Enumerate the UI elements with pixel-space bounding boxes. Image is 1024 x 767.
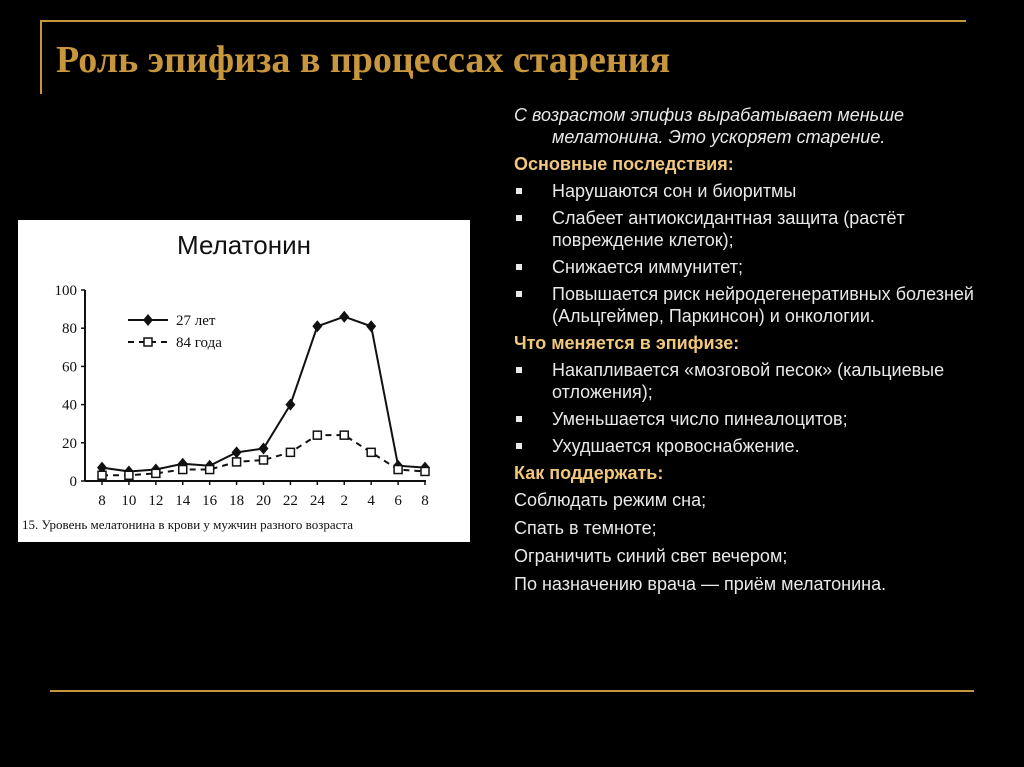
section-heading: Основные последствия: [514, 154, 734, 174]
bullet-list [514, 180, 1004, 327]
y-tick-label: 100 [54, 283, 77, 299]
square-bullet-icon [516, 291, 522, 297]
square-bullet-icon [516, 416, 522, 422]
square-point [367, 448, 375, 456]
square-point [98, 471, 106, 479]
bullet-item [514, 408, 1004, 430]
bullet-item [514, 256, 1004, 278]
top-rule [40, 20, 966, 22]
square-bullet-icon [516, 443, 522, 449]
x-tick-label: 8 [98, 493, 106, 509]
x-tick-label: 8 [421, 493, 429, 509]
square-point [421, 467, 429, 475]
diamond-point [143, 314, 153, 326]
square-point [394, 466, 402, 474]
bottom-rule [50, 690, 974, 692]
legend-label: 27 лет [176, 313, 216, 329]
bullet-text: Накапливается «мозговой песок» (кальциевые отложения); [552, 360, 945, 402]
advice-line: По назначению врача — приём мелатонина. [514, 574, 887, 594]
x-tick-label: 6 [394, 493, 402, 509]
x-tick-label: 12 [148, 493, 164, 509]
bullet-item [514, 283, 1004, 327]
bullet-text: Снижается иммунитет; [552, 257, 743, 277]
advice-line: Ограничить синий свет вечером; [514, 546, 788, 566]
square-bullet-icon [516, 215, 522, 221]
chart-svg [18, 220, 470, 542]
y-tick-label: 20 [62, 435, 77, 452]
x-tick-label: 16 [202, 493, 218, 509]
advice-line: Спать в темноте; [514, 518, 657, 538]
chart-title: Мелатонин [177, 230, 311, 260]
section-heading: Что меняется в эпифизе: [514, 333, 740, 353]
bullet-item [514, 207, 1004, 251]
content-column [514, 104, 1004, 601]
x-tick-label: 24 [309, 493, 325, 509]
x-tick-label: 18 [229, 493, 245, 509]
square-point [340, 431, 348, 439]
chart-caption: 15. Уровень мелатонина в крови у мужчин разного возраста [22, 517, 354, 532]
legend-label: 84 года [176, 335, 222, 351]
bullet-list [514, 359, 1004, 457]
bullet-text: Нарушаются сон и биоритмы [552, 181, 797, 201]
square-point [206, 466, 214, 474]
x-tick-label: 10 [121, 493, 137, 509]
bullet-text: Ухудшается кровоснабжение. [552, 436, 800, 456]
section-heading: Как поддержать: [514, 463, 664, 483]
bullet-item [514, 435, 1004, 457]
bullet-text: Слабеет антиоксидантная защита (растёт повреждение клеток); [552, 208, 905, 250]
diamond-point [232, 446, 242, 458]
square-bullet-icon [516, 367, 522, 373]
x-tick-label: 22 [282, 493, 298, 509]
y-tick-label: 80 [62, 321, 77, 338]
bullet-item [514, 359, 1004, 403]
diamond-point [312, 320, 322, 332]
square-point [286, 448, 294, 456]
diamond-point [339, 311, 349, 323]
left-rule [40, 20, 42, 94]
slide-title: Роль эпифиза в процессах старения [56, 39, 671, 81]
square-point [144, 338, 152, 346]
square-point [260, 456, 268, 464]
square-point [125, 471, 133, 479]
bullet-text: Уменьшается число пинеалоцитов; [552, 409, 848, 429]
square-point [179, 466, 187, 474]
y-tick-label: 0 [69, 474, 77, 490]
square-point [152, 469, 160, 477]
bullet-item [514, 180, 1004, 202]
bullet-text: Повышается риск нейродегенеративных болезней (Альцгеймер, Паркинсон) и онкологии. [552, 284, 974, 326]
square-point [313, 431, 321, 439]
y-tick-label: 60 [62, 359, 77, 376]
y-tick-label: 40 [62, 397, 77, 414]
melatonin-chart [18, 220, 470, 542]
square-bullet-icon [516, 264, 522, 270]
x-tick-label: 2 [340, 493, 348, 509]
x-tick-label: 20 [256, 493, 271, 509]
sections [514, 153, 1004, 595]
x-tick-label: 14 [175, 493, 191, 509]
advice-line: Соблюдать режим сна; [514, 490, 707, 510]
square-bullet-icon [516, 188, 522, 194]
intro-text: С возрастом эпифиз вырабатывает меньше мелатонина. Это ускоряет старение. [514, 105, 905, 147]
square-point [233, 458, 241, 466]
x-tick-label: 4 [367, 493, 375, 509]
diamond-point [366, 320, 376, 332]
